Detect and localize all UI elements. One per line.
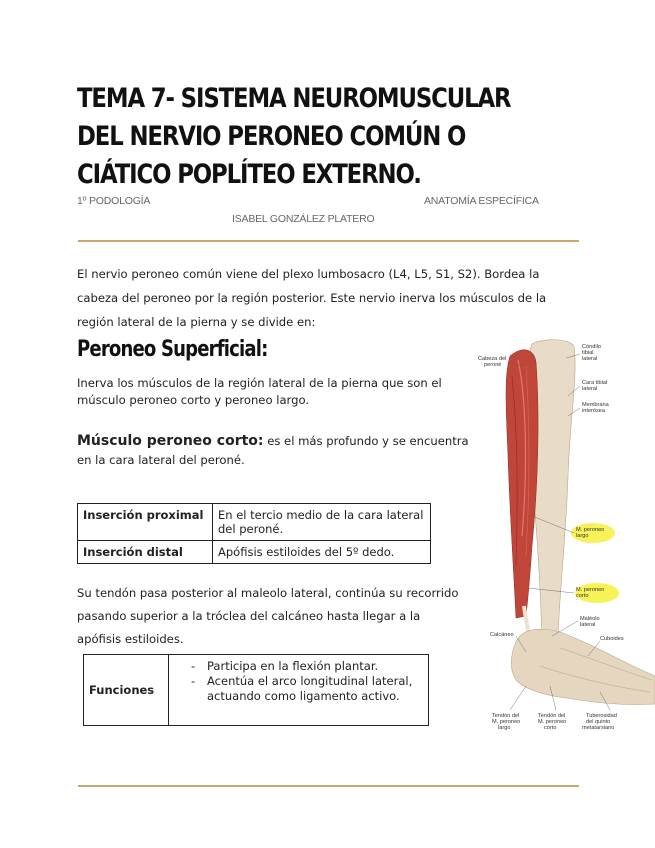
table-cell-label: Inserción proximal — [78, 504, 213, 541]
insertion-table — [77, 503, 431, 564]
tendon-paragraph: Su tendón pasa posterior al maleolo lateral, continúa su recorrido pasando superior a la tróclea del calcáneo hasta llegar a la apófisis estiloides. — [77, 586, 459, 646]
subject-label: ANATOMÍA ESPECÍFICA — [424, 195, 539, 207]
functions-table — [83, 654, 429, 726]
label-cuboides: Cuboides — [600, 636, 624, 642]
header-divider — [78, 240, 579, 242]
table-row — [78, 541, 431, 564]
functions-label: Funciones — [84, 655, 169, 726]
label-calcaneo: Calcáneo — [490, 632, 514, 638]
table-cell-label: Inserción distal — [78, 541, 213, 564]
table-cell-value: En el tercio medio de la cara lateral del peroné. — [213, 504, 431, 541]
label-cara-tibia: Cara tibial lateral — [582, 380, 608, 392]
functions-list — [187, 659, 423, 704]
label-tuberosidad: Tuberosidad del quinto metatarsiano — [582, 713, 617, 731]
muscle-desc: es el más profundo y se encuentra en la cara lateral del peroné. — [77, 434, 469, 467]
muscle-description — [77, 432, 472, 470]
label-condilo: Cóndilo tibial lateral — [582, 344, 601, 362]
section-text: Inerva los músculos de la región lateral de la pierna que son el músculo peroneo corto y peroneo largo. — [77, 376, 442, 407]
table-row — [84, 655, 429, 726]
label-peroneo-corto: M. peroneo corto — [576, 587, 605, 599]
label-peroneo-largo: M. peroneo largo — [576, 527, 605, 539]
muscle-name: Músculo peroneo corto: — [77, 433, 264, 449]
label-tendon-largo: Tendón del M. peroneo largo — [492, 713, 521, 731]
section-heading: Peroneo Superficial: — [77, 337, 268, 362]
label-maleolo: Maléolo lateral — [580, 616, 600, 628]
course-label: 1º PODOLOGÍA — [77, 195, 151, 207]
leg-anatomy-illustration — [470, 336, 655, 741]
intro-paragraph: El nervio peroneo común viene del plexo lumbosacro (L4, L5, S1, S2). Bordea la cabeza del peroneo por la región posterior. Este nervio inerva los músculos de la región lateral de la pierna y se divide en: — [77, 267, 547, 329]
author-label: ISABEL GONZÁLEZ PLATERO — [232, 213, 375, 225]
table-cell-value: Apófisis estiloides del 5º dedo. — [213, 541, 431, 564]
label-cabeza-perone: Cabeza del peroné — [478, 356, 507, 368]
list-item: - Participa en la flexión plantar. — [187, 659, 423, 674]
label-tendon-corto: Tendón del M. peroneo corto — [538, 713, 567, 731]
functions-list-cell — [169, 655, 429, 726]
label-membrana: Membrana interósea — [582, 402, 609, 414]
list-item: - Acentúa el arco longitudinal lateral, actuando como ligamento activo. — [187, 674, 423, 704]
table-row — [78, 504, 431, 541]
page-title: TEMA 7- SISTEMA NEUROMUSCULAR DEL NERVIO PERONEO COMÚN O CIÁTICO POPLÍTEO EXTERNO. — [77, 83, 511, 190]
footer-divider — [78, 785, 579, 787]
